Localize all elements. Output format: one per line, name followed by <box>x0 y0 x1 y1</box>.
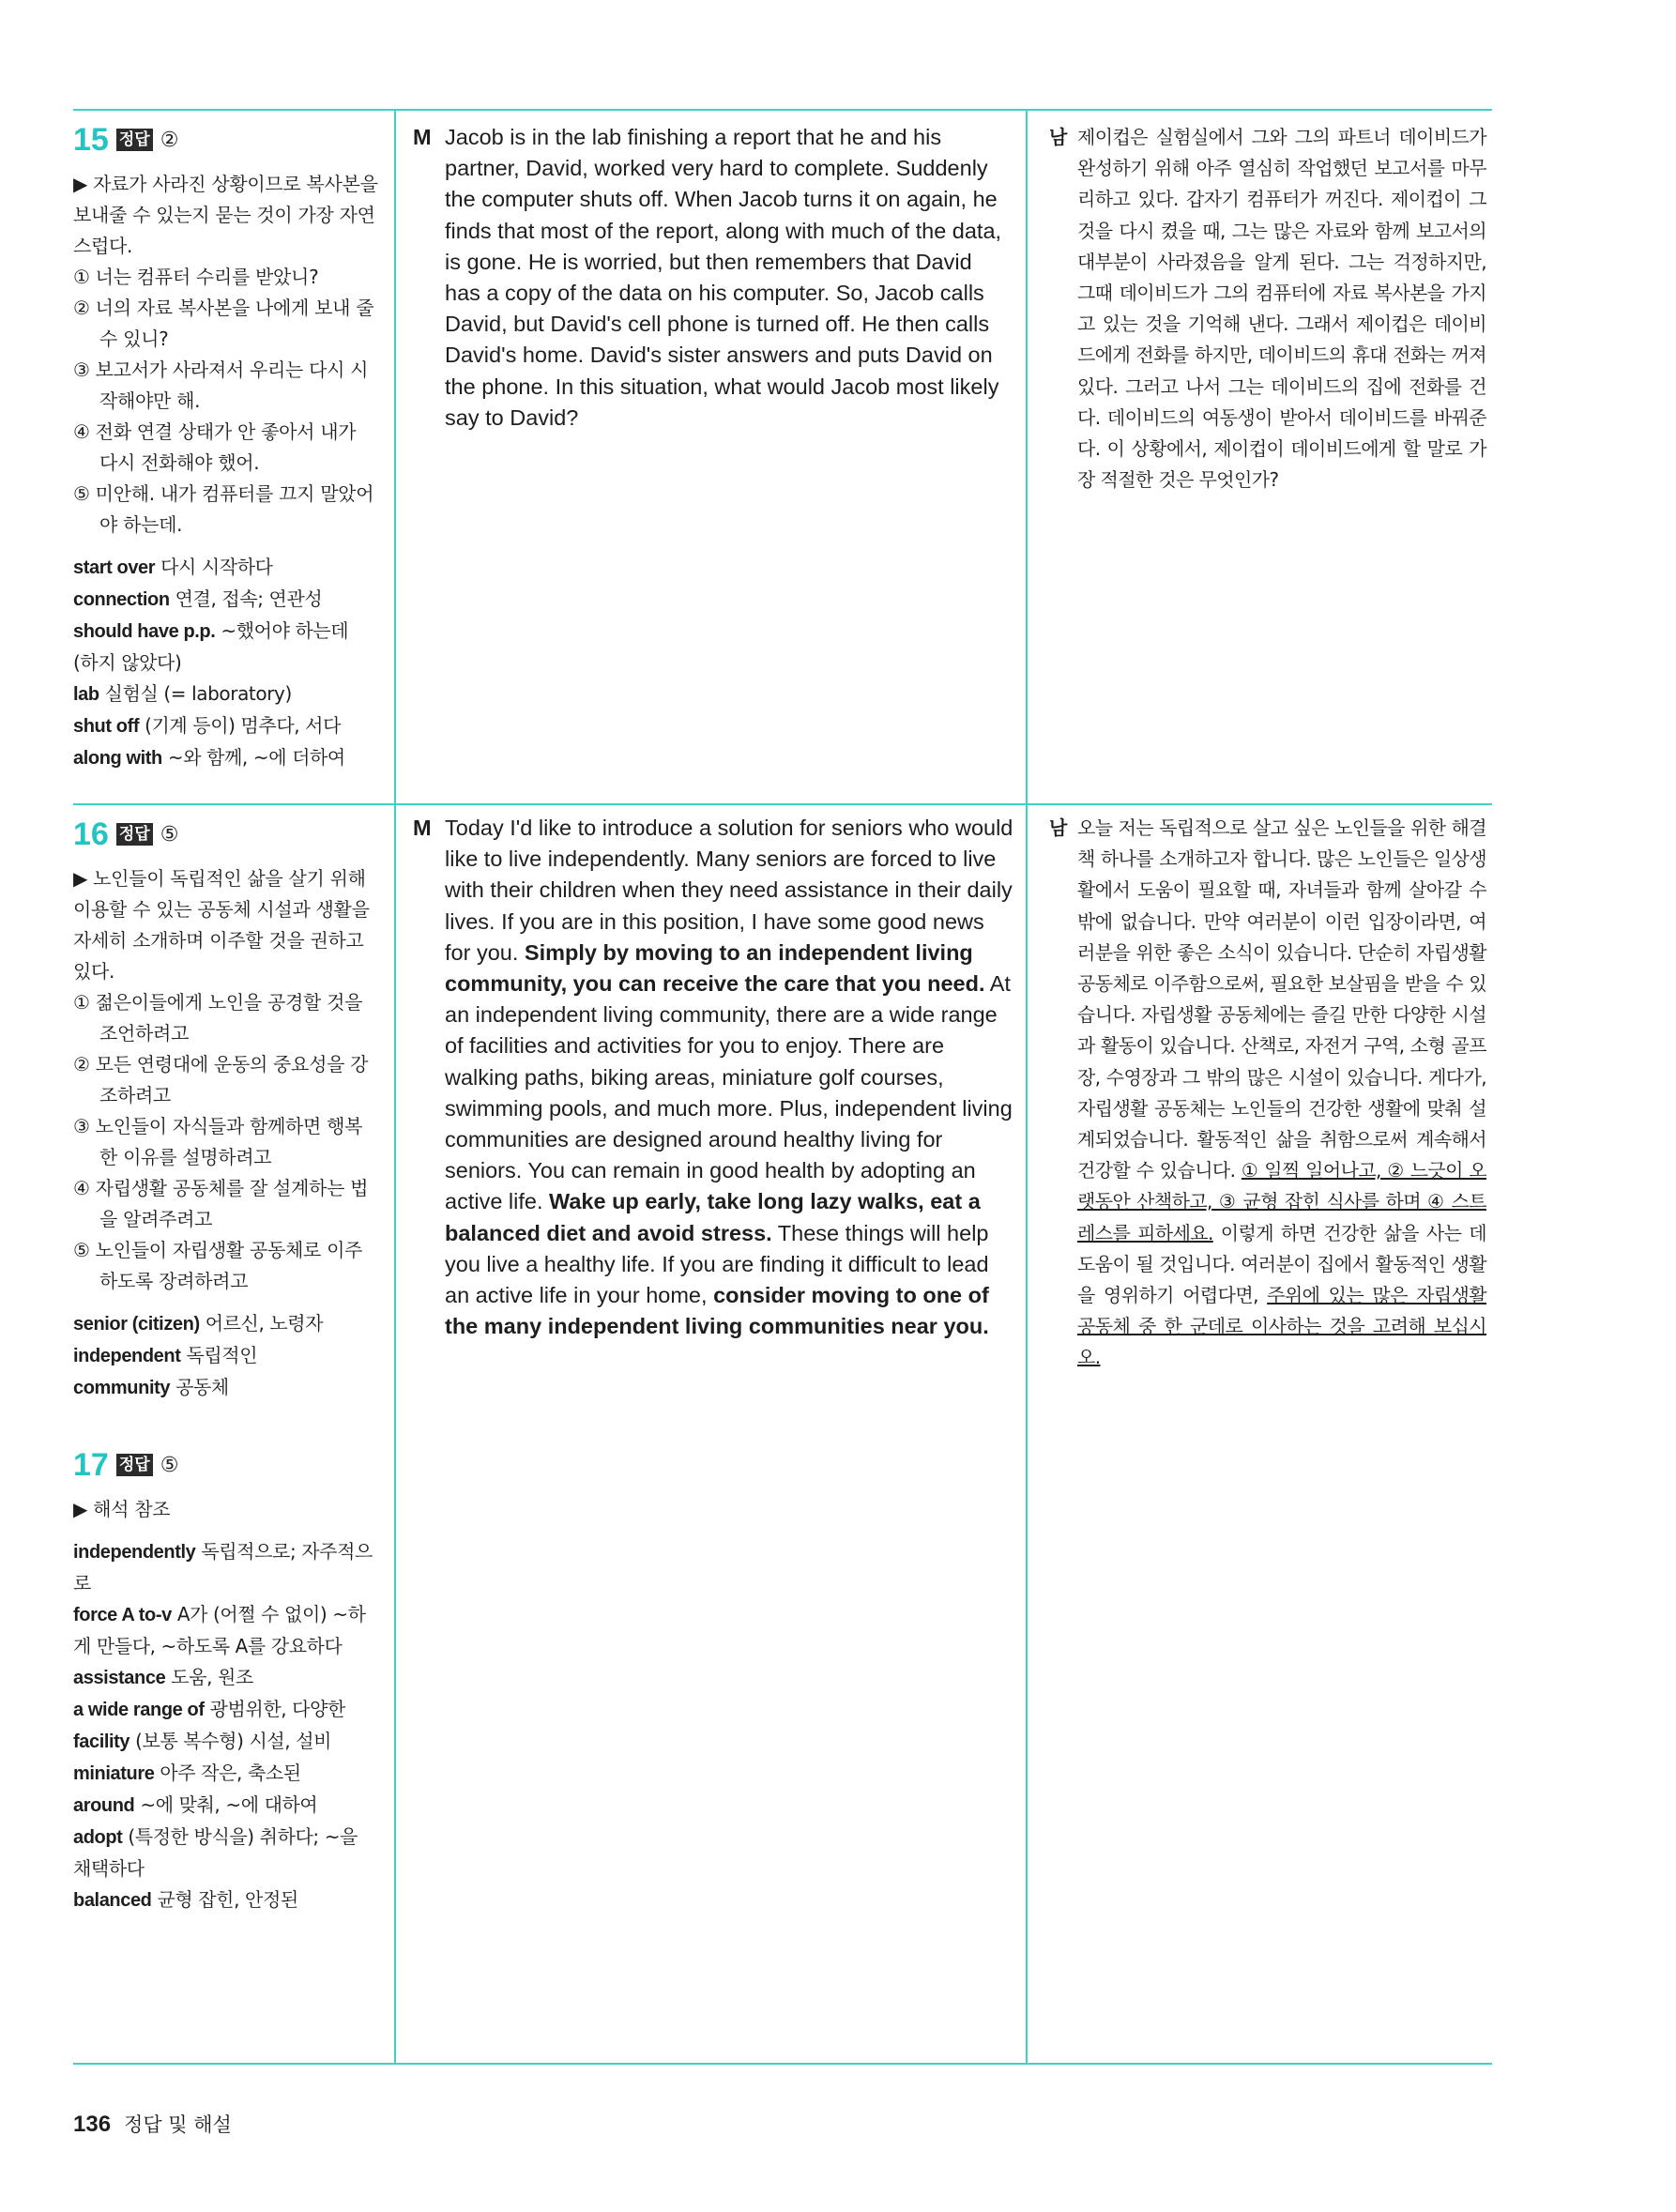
script-key-sentence: Wake up early, take long lazy walks, eat a balanced diet and avoid stress. <box>445 1189 981 1245</box>
option-1: ① 너는 컴퓨터 수리를 받았니? <box>73 266 319 288</box>
speaker-label: M <box>413 816 432 840</box>
vocab-item: assistance 도움, 원조 <box>73 1666 253 1688</box>
vocab-item: community 공동체 <box>73 1376 229 1398</box>
option-5: ⑤ 미안해. 내가 컴퓨터를 끄지 말았어야 하는데. <box>73 482 374 536</box>
vocab-item: independently 독립적으로; 자주적으로 <box>73 1540 373 1594</box>
vocab-item: around ~에 맞춰, ~에 대하여 <box>73 1793 318 1816</box>
answer-label: 정답 <box>116 823 153 846</box>
q16-header <box>73 818 378 850</box>
q17-header <box>73 1449 378 1481</box>
option-3: ③ 노인들이 자식들과 함께하면 행복한 이유를 설명하려고 <box>73 1115 363 1168</box>
vocab-item: independent 독립적인 <box>73 1344 258 1366</box>
vocab-item: adopt (특정한 방식을) 취하다; ~을 채택하다 <box>73 1825 358 1880</box>
vocab-item: should have p.p. ~했어야 하는데 (하지 않았다) <box>73 619 349 674</box>
answer-value: ⑤ <box>160 1453 179 1477</box>
option-2: ② 모든 연령대에 운동의 중요성을 강조하려고 <box>73 1053 369 1106</box>
translation-text: 제이컵은 실험실에서 그와 그의 파트너 데이비드가 완성하기 위해 아주 열심히 작업했던 보고서를 마무리하고 있다. 갑자기 컴퓨터가 꺼진다. 제이컵이 그것을 다시 켰을 때, 그는 많은 자료와 함께 보고서의 대부분이 사라졌음을 알게 된다. 그는 걱정하지만, 그때 데이비드가 그의 컴퓨터에 자료 복사본을 가지고 있는 것을 기억해 낸다. 그래서 제이컵은 데이비드에게 전화를 하지만, 데이비드의 휴대 전화는 꺼져있다. 그러고 나서 그는 데이비드의 집에 전화를 건다. 데이비드의 여동생이 받아서 데이비드를 바꿔준다. 이 상황에서, 제이컵이 데이비드에게 할 말로 가장 적절한 것은 무엇인가? <box>1077 126 1486 492</box>
vocab-item: start over 다시 시작하다 <box>73 556 273 578</box>
q16-translation <box>1049 813 1486 1374</box>
vocab-item: connection 연결, 접속; 연관성 <box>73 587 323 610</box>
translation-text: 오늘 저는 독립적으로 살고 싶은 노인들을 위한 해결책 하나를 소개하고자 합니다. 많은 노인들은 일상생활에서 도움이 필요할 때, 자녀들과 함께 살아갈 수밖에 없습니다. 만약 여러분이 이런 입장이라면, 여러분을 위한 좋은 소식이 있습니다. 단순히 자립생활 공동체로 이주함으로써, 필요한 보살핌을 받을 수 있습니다. 자립생활 공동체에는 즐길 만한 다양한 시설과 활동이 있습니다. 산책로, 자전거 구역, 소형 골프장, 수영장과 그 밖의 많은 시설이 있습니다. 게다가, 자립생활 공동체는 노인들의 건강한 생활에 맞춰 설계되었습니다. 활동적인 삶을 취함으로써 계속해서 건강할 수 있습니다. ① 일찍 일어나고, ② 느긋이 오랫동안 산책하고, ③ 균형 잡힌 식사를 하며 ④ 스트레스를 피하세요. 이렇게 하면 건강한 삶을 사는 데 도움이 될 것입니다. 여러분이 집에서 활동적인 생활을 영위하기 어렵다면, 주위에 있는 많은 자립생활 공동체 중 한 군데로 이사하는 것을 고려해 보십시오. <box>1077 816 1487 1369</box>
bottom-rule <box>73 2063 1492 2065</box>
vocab-item: facility (보통 복수형) 시설, 설비 <box>73 1730 332 1752</box>
answer-label: 정답 <box>116 1454 153 1476</box>
translation-underlined: ① 일찍 일어나고, ② 느긋이 오랫동안 산책하고, ③ 균형 잡힌 식사를 하며 ④ 스트레스를 피하세요. <box>1077 1159 1487 1244</box>
question-number: 17 <box>73 1447 109 1483</box>
q16-notes <box>73 818 378 1916</box>
vocab-item: along with ~와 함께, ~에 더하여 <box>73 746 345 769</box>
translation-underlined: 주위에 있는 많은 자립생활 공동체 중 한 군데로 이사하는 것을 고려해 보십시오. <box>1077 1284 1486 1369</box>
q15-header <box>73 124 378 156</box>
vocab-item: balanced 균형 잡힌, 안정된 <box>73 1888 298 1911</box>
footer-label: 정답 및 해설 <box>124 2113 232 2136</box>
option-1: ① 젊은이들에게 노인을 공경할 것을 조언하려고 <box>73 991 363 1045</box>
option-5: ⑤ 노인들이 자립생활 공동체로 이주하도록 장려하려고 <box>73 1239 363 1292</box>
answer-value: ⑤ <box>160 822 179 847</box>
q15-translation <box>1049 122 1486 496</box>
question-number: 15 <box>73 122 109 158</box>
explanation: ▶ 자료가 사라진 상황이므로 복사본을 보내줄 수 있는지 묻는 것이 가장 자연스럽다. <box>73 173 378 257</box>
script-key-sentence: consider moving to one of the many independent living communities near you. <box>445 1283 989 1339</box>
page-footer <box>73 2110 232 2138</box>
speaker-label: 남 <box>1049 126 1067 148</box>
page-number: 136 <box>73 2112 112 2137</box>
vocab-item: lab 실험실 (= laboratory) <box>73 682 292 705</box>
column-divider-right <box>1026 109 1028 2065</box>
q16-script <box>413 813 1013 1342</box>
vocab-item: shut off (기계 등이) 멈추다, 서다 <box>73 714 342 737</box>
middle-rule <box>73 803 1492 805</box>
option-4: ④ 자립생활 공동체를 잘 설계하는 법을 알려주려고 <box>73 1177 369 1230</box>
script-text: Today I'd like to introduce a solution for seniors who would like to live independently. Many seniors are forced to live with their children when they need assistance in their daily lives. If you are in this position, I have some good news for you. Simply by moving to an independent living community, you can receive the care that you need. At an independent living community, there are a wide range of facilities and activities for you to enjoy. There are walking paths, biking areas, miniature golf courses, swimming pools, and much more. Plus, independent living communities are designed around healthy living for seniors. You can remain in good health by adopting an active life. Wake up early, take long lazy walks, eat a balanced diet and avoid stress. These things will help you live a healthy life. If you are finding it difficult to lead an active life in your home, consider moving to one of the many independent living communities near you. <box>445 816 1013 1339</box>
question-number: 16 <box>73 816 109 852</box>
q15-notes <box>73 124 378 774</box>
speaker-label: 남 <box>1049 816 1067 839</box>
speaker-label: M <box>413 125 432 149</box>
vocab-item: force A to-v A가 (어쩔 수 없이) ~하게 만들다, ~하도록 A를 강요하다 <box>73 1603 366 1657</box>
answer-value: ② <box>160 128 179 152</box>
option-4: ④ 전화 연결 상태가 안 좋아서 내가 다시 전화해야 했어. <box>73 420 357 474</box>
answer-label: 정답 <box>116 129 153 151</box>
vocab-item: senior (citizen) 어르신, 노령자 <box>73 1312 324 1335</box>
q15-script <box>413 122 1013 434</box>
vocab-item: miniature 아주 작은, 축소된 <box>73 1762 301 1784</box>
vocab-item: a wide range of 광범위한, 다양한 <box>73 1698 345 1720</box>
option-2: ② 너의 자료 복사본을 나에게 보내 줄 수 있니? <box>73 297 374 350</box>
option-3: ③ 보고서가 사라져서 우리는 다시 시작해야만 해. <box>73 358 369 412</box>
explanation: ▶ 노인들이 독립적인 삶을 살기 위해 이용할 수 있는 공동체 시설과 생활을 자세히 소개하며 이주할 것을 권하고 있다. <box>73 867 370 983</box>
column-divider-left <box>394 109 396 2065</box>
top-rule <box>73 109 1492 111</box>
script-text: Jacob is in the lab finishing a report that he and his partner, David, worked very hard to complete. Suddenly the computer shuts off. When Jacob turns it on again, he finds that most of the report, along with much of the data, is gone. He is worried, but then remembers that David has a copy of the data on his computer. So, Jacob calls David, but David's cell phone is turned off. He then calls David's home. David's sister answers and puts David on the phone. In this situation, what would Jacob most likely say to David? <box>445 125 1002 430</box>
script-key-sentence: Simply by moving to an independent living community, you can receive the care that you need. <box>445 939 985 997</box>
explanation: ▶ 해석 참조 <box>73 1498 171 1520</box>
